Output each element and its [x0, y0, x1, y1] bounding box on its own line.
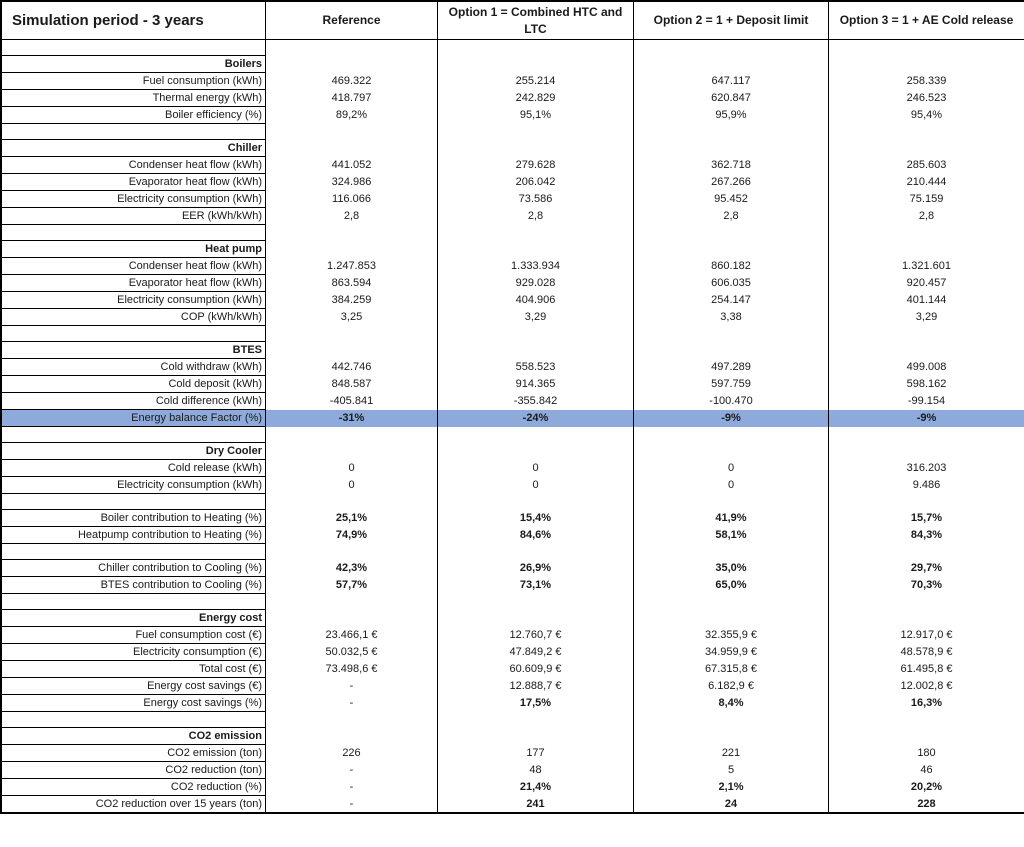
cell-option-3: [829, 594, 1024, 610]
cell-reference: 23.466,1 €: [266, 627, 438, 644]
cell-option-3: 246.523: [829, 90, 1024, 107]
cell-option-1: 12.760,7 €: [438, 627, 634, 644]
cell-option-3: [829, 544, 1024, 560]
cell-option-1: 279.628: [438, 157, 634, 174]
section-header-row: [2, 241, 1024, 258]
cell-option-1: [438, 610, 634, 627]
cell-option-2: -9%: [634, 410, 829, 427]
cell-option-1: 255.214: [438, 73, 634, 90]
spacer-row: [2, 427, 1024, 443]
row-label: Cold withdraw (kWh): [2, 359, 266, 376]
row-label: CO2 reduction (%): [2, 779, 266, 796]
cell-option-1: [438, 56, 634, 73]
table-row: [2, 796, 1024, 813]
cell-reference: 3,25: [266, 309, 438, 326]
spacer-row: [2, 712, 1024, 728]
cell-option-3: 258.339: [829, 73, 1024, 90]
cell-option-1: 242.829: [438, 90, 634, 107]
cell-option-3: 70,3%: [829, 577, 1024, 594]
cell-option-1: -24%: [438, 410, 634, 427]
table-row: [2, 292, 1024, 309]
spacer-row: [2, 326, 1024, 342]
table-row: [2, 577, 1024, 594]
cell-reference: -31%: [266, 410, 438, 427]
cell-reference: -: [266, 779, 438, 796]
column-header-option-3: Option 3 = 1 + AE Cold release: [829, 2, 1024, 40]
table-row: [2, 695, 1024, 712]
cell-reference: [266, 326, 438, 342]
spacer-row: [2, 40, 1024, 56]
cell-option-2: 606.035: [634, 275, 829, 292]
cell-option-2: 0: [634, 460, 829, 477]
cell-option-1: [438, 326, 634, 342]
cell-reference: [266, 124, 438, 140]
cell-reference: 89,2%: [266, 107, 438, 124]
cell-option-2: [634, 594, 829, 610]
table-row: [2, 460, 1024, 477]
cell-option-2: 8,4%: [634, 695, 829, 712]
cell-option-3: [829, 443, 1024, 460]
cell-reference: [266, 712, 438, 728]
cell-reference: -: [266, 678, 438, 695]
cell-option-2: 221: [634, 745, 829, 762]
row-label: CO2 emission (ton): [2, 745, 266, 762]
row-label: Fuel consumption cost (€): [2, 627, 266, 644]
row-label: Cold difference (kWh): [2, 393, 266, 410]
spacer-row: [2, 124, 1024, 140]
cell-option-2: 95,9%: [634, 107, 829, 124]
row-label: [2, 40, 266, 56]
table-row: [2, 762, 1024, 779]
cell-reference: 57,7%: [266, 577, 438, 594]
table-row: [2, 258, 1024, 275]
cell-reference: [266, 40, 438, 56]
cell-option-1: 1.333.934: [438, 258, 634, 275]
cell-option-1: [438, 342, 634, 359]
spacer-row: [2, 494, 1024, 510]
table-row: [2, 644, 1024, 661]
cell-option-1: [438, 140, 634, 157]
cell-option-3: [829, 124, 1024, 140]
section-title: Boilers: [2, 56, 266, 73]
cell-option-3: 46: [829, 762, 1024, 779]
cell-option-3: [829, 326, 1024, 342]
section-header-row: [2, 342, 1024, 359]
cell-option-1: [438, 225, 634, 241]
row-label: Chiller contribution to Cooling (%): [2, 560, 266, 577]
cell-reference: [266, 241, 438, 258]
cell-reference: 2,8: [266, 208, 438, 225]
row-label: Heatpump contribution to Heating (%): [2, 527, 266, 544]
cell-option-3: 9.486: [829, 477, 1024, 494]
row-label: [2, 326, 266, 342]
table-row: [2, 410, 1024, 427]
row-label: CO2 reduction over 15 years (ton): [2, 796, 266, 813]
row-label: CO2 reduction (ton): [2, 762, 266, 779]
cell-reference: 441.052: [266, 157, 438, 174]
cell-option-1: 0: [438, 460, 634, 477]
cell-option-2: 35,0%: [634, 560, 829, 577]
cell-option-3: 316.203: [829, 460, 1024, 477]
cell-option-2: 860.182: [634, 258, 829, 275]
cell-option-2: 58,1%: [634, 527, 829, 544]
cell-option-1: 73,1%: [438, 577, 634, 594]
cell-option-3: [829, 610, 1024, 627]
spacer-row: [2, 544, 1024, 560]
header-row: [2, 2, 1024, 40]
cell-option-2: [634, 443, 829, 460]
cell-reference: 863.594: [266, 275, 438, 292]
cell-option-3: 12.917,0 €: [829, 627, 1024, 644]
table-row: [2, 477, 1024, 494]
row-label: [2, 594, 266, 610]
cell-reference: [266, 225, 438, 241]
table-row: [2, 627, 1024, 644]
cell-option-3: 228: [829, 796, 1024, 813]
row-label: Evaporator heat flow (kWh): [2, 174, 266, 191]
section-title: Dry Cooler: [2, 443, 266, 460]
cell-option-3: [829, 712, 1024, 728]
cell-option-2: -100.470: [634, 393, 829, 410]
row-label: Boiler efficiency (%): [2, 107, 266, 124]
section-title: CO2 emission: [2, 728, 266, 745]
cell-option-1: 47.849,2 €: [438, 644, 634, 661]
cell-option-1: 929.028: [438, 275, 634, 292]
cell-reference: 384.259: [266, 292, 438, 309]
table-row: [2, 157, 1024, 174]
cell-option-1: [438, 728, 634, 745]
cell-option-2: [634, 728, 829, 745]
cell-reference: -405.841: [266, 393, 438, 410]
cell-option-1: 0: [438, 477, 634, 494]
section-header-row: [2, 140, 1024, 157]
cell-option-3: 210.444: [829, 174, 1024, 191]
column-header-reference: Reference: [266, 2, 438, 40]
row-label: Cold release (kWh): [2, 460, 266, 477]
cell-reference: [266, 544, 438, 560]
cell-option-3: 61.495,8 €: [829, 661, 1024, 678]
cell-option-3: [829, 427, 1024, 443]
cell-option-1: [438, 241, 634, 258]
cell-option-2: 2,8: [634, 208, 829, 225]
row-label: Condenser heat flow (kWh): [2, 157, 266, 174]
cell-option-1: 60.609,9 €: [438, 661, 634, 678]
row-label: Energy cost savings (€): [2, 678, 266, 695]
cell-reference: 0: [266, 460, 438, 477]
cell-option-3: [829, 342, 1024, 359]
cell-option-2: [634, 241, 829, 258]
cell-option-1: [438, 712, 634, 728]
table-row: [2, 208, 1024, 225]
row-label: [2, 225, 266, 241]
cell-option-2: 2,1%: [634, 779, 829, 796]
cell-option-1: 26,9%: [438, 560, 634, 577]
row-label: Evaporator heat flow (kWh): [2, 275, 266, 292]
cell-option-3: [829, 40, 1024, 56]
section-title: Heat pump: [2, 241, 266, 258]
row-label: Electricity consumption (€): [2, 644, 266, 661]
cell-reference: 226: [266, 745, 438, 762]
row-label: [2, 124, 266, 140]
cell-option-2: 597.759: [634, 376, 829, 393]
cell-reference: 418.797: [266, 90, 438, 107]
row-label: [2, 712, 266, 728]
spacer-row: [2, 594, 1024, 610]
cell-option-2: 362.718: [634, 157, 829, 174]
cell-option-2: [634, 427, 829, 443]
cell-option-3: 95,4%: [829, 107, 1024, 124]
row-label: [2, 494, 266, 510]
section-header-row: [2, 610, 1024, 627]
section-header-row: [2, 56, 1024, 73]
cell-reference: 0: [266, 477, 438, 494]
row-label: Total cost (€): [2, 661, 266, 678]
cell-option-3: 598.162: [829, 376, 1024, 393]
cell-reference: [266, 56, 438, 73]
cell-option-1: 12.888,7 €: [438, 678, 634, 695]
cell-option-3: [829, 728, 1024, 745]
cell-option-2: [634, 544, 829, 560]
cell-option-3: [829, 225, 1024, 241]
cell-reference: 73.498,6 €: [266, 661, 438, 678]
section-header-row: [2, 443, 1024, 460]
table-row: [2, 90, 1024, 107]
cell-reference: [266, 494, 438, 510]
cell-option-2: 95.452: [634, 191, 829, 208]
cell-option-2: [634, 225, 829, 241]
table-row: [2, 107, 1024, 124]
cell-option-1: [438, 594, 634, 610]
table-row: [2, 661, 1024, 678]
row-label: Electricity consumption (kWh): [2, 477, 266, 494]
row-label: EER (kWh/kWh): [2, 208, 266, 225]
cell-option-1: 48: [438, 762, 634, 779]
cell-option-3: 20,2%: [829, 779, 1024, 796]
spacer-row: [2, 225, 1024, 241]
cell-option-2: 65,0%: [634, 577, 829, 594]
cell-option-1: [438, 124, 634, 140]
cell-option-3: 15,7%: [829, 510, 1024, 527]
table-row: [2, 191, 1024, 208]
table-row: [2, 73, 1024, 90]
cell-option-3: 499.008: [829, 359, 1024, 376]
row-label: Electricity consumption (kWh): [2, 292, 266, 309]
cell-option-2: 24: [634, 796, 829, 813]
table-row: [2, 510, 1024, 527]
cell-option-3: 3,29: [829, 309, 1024, 326]
cell-option-1: 404.906: [438, 292, 634, 309]
cell-reference: 442.746: [266, 359, 438, 376]
cell-reference: 324.986: [266, 174, 438, 191]
cell-option-3: -9%: [829, 410, 1024, 427]
row-label: [2, 544, 266, 560]
cell-option-1: 2,8: [438, 208, 634, 225]
cell-option-2: [634, 326, 829, 342]
cell-option-2: 67.315,8 €: [634, 661, 829, 678]
cell-reference: [266, 443, 438, 460]
cell-reference: 50.032,5 €: [266, 644, 438, 661]
row-label: Energy balance Factor (%): [2, 410, 266, 427]
column-header-option-2: Option 2 = 1 + Deposit limit: [634, 2, 829, 40]
cell-option-3: 75.159: [829, 191, 1024, 208]
cell-option-2: 497.289: [634, 359, 829, 376]
cell-option-1: 177: [438, 745, 634, 762]
cell-option-3: 84,3%: [829, 527, 1024, 544]
cell-option-1: [438, 494, 634, 510]
cell-option-3: 48.578,9 €: [829, 644, 1024, 661]
table-row: [2, 678, 1024, 695]
cell-reference: 116.066: [266, 191, 438, 208]
cell-option-3: [829, 494, 1024, 510]
cell-reference: [266, 427, 438, 443]
row-label: Cold deposit (kWh): [2, 376, 266, 393]
cell-option-3: [829, 140, 1024, 157]
cell-option-2: 267.266: [634, 174, 829, 191]
cell-option-3: -99.154: [829, 393, 1024, 410]
table-row: [2, 376, 1024, 393]
cell-reference: [266, 342, 438, 359]
cell-option-2: 32.355,9 €: [634, 627, 829, 644]
cell-option-1: 84,6%: [438, 527, 634, 544]
row-label: Electricity consumption (kWh): [2, 191, 266, 208]
cell-option-2: 0: [634, 477, 829, 494]
cell-option-2: [634, 40, 829, 56]
cell-option-3: 29,7%: [829, 560, 1024, 577]
cell-option-1: 21,4%: [438, 779, 634, 796]
cell-option-2: [634, 56, 829, 73]
cell-option-2: 3,38: [634, 309, 829, 326]
cell-reference: [266, 594, 438, 610]
table-row: [2, 174, 1024, 191]
cell-option-3: 2,8: [829, 208, 1024, 225]
cell-option-2: 34.959,9 €: [634, 644, 829, 661]
cell-option-1: -355.842: [438, 393, 634, 410]
cell-option-1: [438, 544, 634, 560]
cell-option-3: 1.321.601: [829, 258, 1024, 275]
cell-reference: [266, 610, 438, 627]
table-row: [2, 527, 1024, 544]
cell-option-1: 914.365: [438, 376, 634, 393]
cell-option-3: 180: [829, 745, 1024, 762]
row-label: Energy cost savings (%): [2, 695, 266, 712]
cell-reference: -: [266, 695, 438, 712]
cell-option-2: 254.147: [634, 292, 829, 309]
section-title: Chiller: [2, 140, 266, 157]
cell-option-1: 95,1%: [438, 107, 634, 124]
cell-option-2: 620.847: [634, 90, 829, 107]
row-label: Boiler contribution to Heating (%): [2, 510, 266, 527]
cell-reference: 42,3%: [266, 560, 438, 577]
cell-option-3: [829, 241, 1024, 258]
cell-reference: [266, 728, 438, 745]
cell-option-1: 73.586: [438, 191, 634, 208]
cell-option-3: 12.002,8 €: [829, 678, 1024, 695]
cell-option-1: 558.523: [438, 359, 634, 376]
cell-option-1: [438, 427, 634, 443]
cell-option-3: 16,3%: [829, 695, 1024, 712]
cell-option-2: [634, 494, 829, 510]
cell-option-3: 401.144: [829, 292, 1024, 309]
table-row: [2, 359, 1024, 376]
row-label: [2, 427, 266, 443]
cell-option-1: 241: [438, 796, 634, 813]
cell-reference: 74,9%: [266, 527, 438, 544]
cell-option-2: [634, 712, 829, 728]
section-title: Energy cost: [2, 610, 266, 627]
cell-option-2: [634, 124, 829, 140]
row-label: Fuel consumption (kWh): [2, 73, 266, 90]
table-row: [2, 560, 1024, 577]
table-row: [2, 309, 1024, 326]
cell-option-1: [438, 443, 634, 460]
table-body: [2, 40, 1024, 813]
table-row: [2, 779, 1024, 796]
cell-reference: -: [266, 762, 438, 779]
cell-option-3: 285.603: [829, 157, 1024, 174]
cell-reference: [266, 140, 438, 157]
cell-option-2: 647.117: [634, 73, 829, 90]
cell-option-2: 5: [634, 762, 829, 779]
section-header-row: [2, 728, 1024, 745]
cell-option-1: 17,5%: [438, 695, 634, 712]
cell-option-2: 41,9%: [634, 510, 829, 527]
cell-reference: 848.587: [266, 376, 438, 393]
row-label: Thermal energy (kWh): [2, 90, 266, 107]
cell-option-2: [634, 342, 829, 359]
row-label: BTES contribution to Cooling (%): [2, 577, 266, 594]
cell-reference: 1.247.853: [266, 258, 438, 275]
cell-reference: -: [266, 796, 438, 813]
column-header-option-1: Option 1 = Combined HTC and LTC: [438, 2, 634, 40]
table-row: [2, 393, 1024, 410]
cell-reference: 25,1%: [266, 510, 438, 527]
cell-option-1: 206.042: [438, 174, 634, 191]
cell-option-2: 6.182,9 €: [634, 678, 829, 695]
cell-reference: 469.322: [266, 73, 438, 90]
table-row: [2, 745, 1024, 762]
cell-option-3: 920.457: [829, 275, 1024, 292]
cell-option-1: 15,4%: [438, 510, 634, 527]
row-label: COP (kWh/kWh): [2, 309, 266, 326]
section-title: BTES: [2, 342, 266, 359]
cell-option-1: [438, 40, 634, 56]
cell-option-2: [634, 610, 829, 627]
table-title: Simulation period - 3 years: [2, 2, 266, 40]
row-label: Condenser heat flow (kWh): [2, 258, 266, 275]
cell-option-1: 3,29: [438, 309, 634, 326]
cell-option-2: [634, 140, 829, 157]
cell-option-3: [829, 56, 1024, 73]
table-row: [2, 275, 1024, 292]
